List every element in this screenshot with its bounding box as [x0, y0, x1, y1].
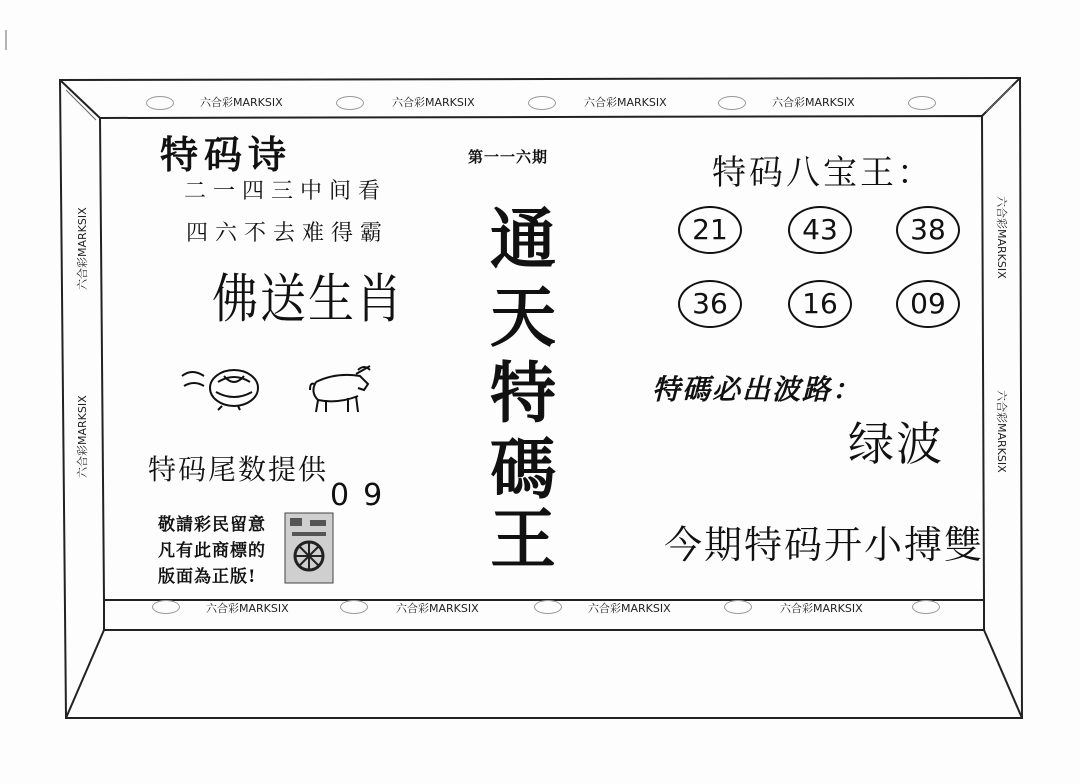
poem-title: 特码诗 [160, 132, 293, 177]
prediction-text: 今期特码开小搏雙 [664, 523, 985, 567]
watermark-top-2: 六合彩MARKSIX [392, 96, 475, 109]
watermark-oval [152, 600, 180, 614]
eight-treasure-label: 特码八宝王： [712, 153, 934, 193]
wave-value: 绿波 [848, 417, 944, 471]
watermark-oval [718, 96, 746, 110]
number-ball: 36 [678, 280, 742, 328]
watermark-left-2: 六合彩MARKSIX [76, 395, 89, 478]
number-ball: 43 [788, 206, 852, 254]
watermark-oval [534, 600, 562, 614]
number-ball: 09 [896, 280, 960, 328]
watermark-oval [908, 96, 936, 110]
number-ball: 16 [788, 280, 852, 328]
main-title-char-3: 特 [490, 354, 556, 432]
watermark-oval [528, 96, 556, 110]
watermark-top-4: 六合彩MARKSIX [772, 96, 855, 109]
issue-number: 第一一六期 [468, 148, 549, 166]
tail-number-value: 09 [330, 478, 397, 513]
watermark-top-3: 六合彩MARKSIX [584, 96, 667, 109]
watermark-bottom-3: 六合彩MARKSIX [588, 602, 671, 615]
main-title-char-4: 碼 [490, 430, 556, 508]
watermark-oval [146, 96, 174, 110]
main-title-char-1: 通 [490, 200, 556, 278]
tail-number-label: 特码尾数提供 [148, 453, 329, 486]
notice-line-3: 版面為正版! [158, 567, 257, 587]
number-ball: 21 [678, 206, 742, 254]
watermark-bottom-1: 六合彩MARKSIX [206, 602, 289, 615]
watermark-oval [340, 600, 368, 614]
wave-label: 特碼必出波路： [652, 373, 863, 406]
number-ball: 38 [896, 206, 960, 254]
poem-line-1: 二一四三中间看 [184, 179, 388, 204]
watermark-oval [336, 96, 364, 110]
notice-line-1: 敬請彩民留意 [158, 515, 266, 535]
watermark-top-1: 六合彩MARKSIX [200, 96, 283, 109]
watermark-right-2: 六合彩MARKSIX [995, 390, 1008, 473]
watermark-bottom-4: 六合彩MARKSIX [780, 602, 863, 615]
watermark-bottom-2: 六合彩MARKSIX [396, 602, 479, 615]
trademark-stamp-icon [284, 512, 334, 584]
poem-line-2: 四六不去难得霸 [186, 221, 390, 246]
main-title-char-2: 天 [490, 278, 556, 356]
main-title-char-5: 王 [490, 500, 556, 578]
watermark-right-1: 六合彩MARKSIX [995, 196, 1008, 279]
rooster-icon [178, 362, 262, 412]
watermark-oval [912, 600, 940, 614]
watermark-oval [724, 600, 752, 614]
zodiac-gift-title: 佛送生肖 [212, 267, 404, 330]
ox-icon [308, 362, 374, 414]
watermark-left-1: 六合彩MARKSIX [76, 207, 89, 290]
notice-line-2: 凡有此商標的 [158, 541, 266, 561]
